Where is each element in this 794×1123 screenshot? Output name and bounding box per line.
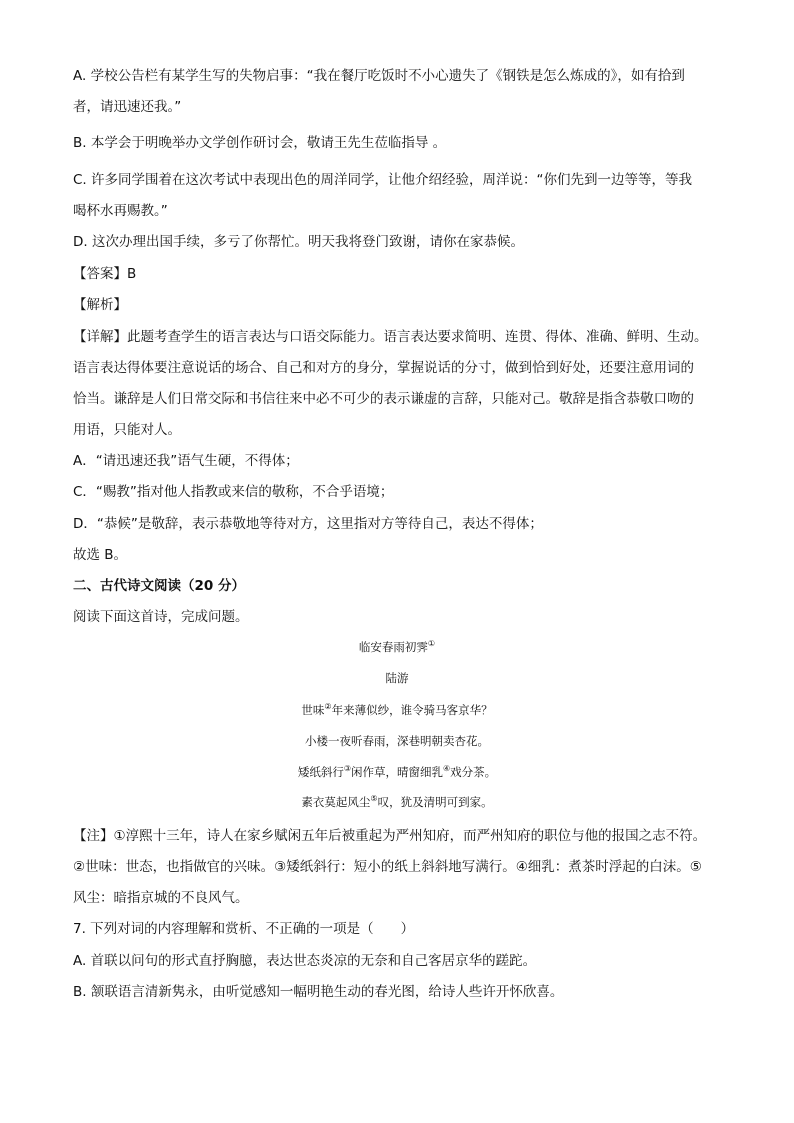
- detail-a: A．“请迅速还我”语气生硬，不得体；: [73, 453, 299, 469]
- detail-d: D．“恭候”是敬辞，表示恭敬地等待对方，这里指对方等待自己，表达不得体；: [73, 516, 543, 532]
- poem-line1: 世味②年来薄似纱，谁令骑马客京华？: [301, 702, 493, 717]
- question-option-a: A. 首联以问句的形式直抒胸臆，表达世态炎凉的无奈和自己客居京华的蹉跎。: [73, 953, 537, 969]
- question-stem: 7. 下列对词的内容理解和赏析、不正确的一项是（ ）: [73, 921, 415, 937]
- detail-line3: 恰当。谦辞是人们日常交际和书信往来中必不可少的表示谦虚的言辞，只能对己。敬辞是指含恭敬口吻的: [73, 391, 694, 407]
- answer-line: 【答案】B: [73, 266, 137, 282]
- detail-c: C．“赐教”指对他人指教或来信的敬称，不合乎语境；: [73, 484, 394, 500]
- detail-line1: 【详解】此题考查学生的语言表达与口语交际能力。语言表达要求简明、连贯、得体、准确、鲜明、生动。: [73, 329, 708, 345]
- option-c-line1: C. 许多同学围着在这次考试中表现出色的周洋同学，让他介绍经验，周洋说：“你们先到一边等等，等我: [73, 172, 693, 188]
- poem-line4: 素衣莫起风尘⑤叹，犹及清明可到家。: [301, 794, 493, 809]
- notes-line3: 风尘：暗指京城的不良风气。: [73, 890, 249, 906]
- option-a-line2: 者，请迅速还我。”: [73, 99, 182, 115]
- option-c-line2: 喝杯水再赐教。”: [73, 203, 168, 219]
- detail-line2: 语言表达得体要注意说话的场合、自己和对方的身分，掌握说话的分寸，做到恰到好处，还要注意用词的: [73, 360, 694, 376]
- option-d: D. 这次办理出国手续，多亏了你帮忙。明天我将登门致谢，请你在家恭候。: [73, 234, 524, 250]
- section-heading: 二、古代诗文阅读（20 分）: [73, 578, 245, 594]
- poem-title: 临安春雨初霁①: [358, 639, 436, 654]
- detail-conclusion: 故选 B。: [73, 547, 128, 563]
- poem-author: 陆游: [385, 671, 409, 685]
- poem-line3: 矮纸斜行③闲作草，晴窗细乳④戏分茶。: [297, 764, 497, 779]
- poem-line2: 小楼一夜听春雨，深巷明朝卖杏花。: [305, 734, 489, 748]
- option-a-line1: A. 学校公告栏有某学生写的失物启事：“我在餐厅吃饭时不小心遗失了《钢铁是怎么炼成的》，如有拾到: [73, 68, 685, 84]
- notes-line1: 【注】①淳熙十三年，诗人在家乡赋闲五年后被重起为严州知府，而严州知府的职位与他的报国之志不符。: [73, 828, 707, 844]
- reading-instruction: 阅读下面这首诗，完成问题。: [73, 609, 249, 625]
- notes-line2: ②世味：世态，也指做官的兴味。③矮纸斜行：短小的纸上斜斜地写满行。④细乳：煮茶时浮起的白沫。⑤: [73, 859, 702, 875]
- analysis-label: 【解析】: [73, 297, 127, 313]
- option-b: B. 本学会于明晚举办文学创作研讨会，敬请王先生莅临指导 。: [73, 135, 447, 151]
- question-option-b: B. 颔联语言清新隽永，由听觉感知一幅明艳生动的春光图，给诗人些许开怀欣喜。: [73, 984, 564, 1000]
- detail-line4: 用语，只能对人。: [73, 422, 181, 438]
